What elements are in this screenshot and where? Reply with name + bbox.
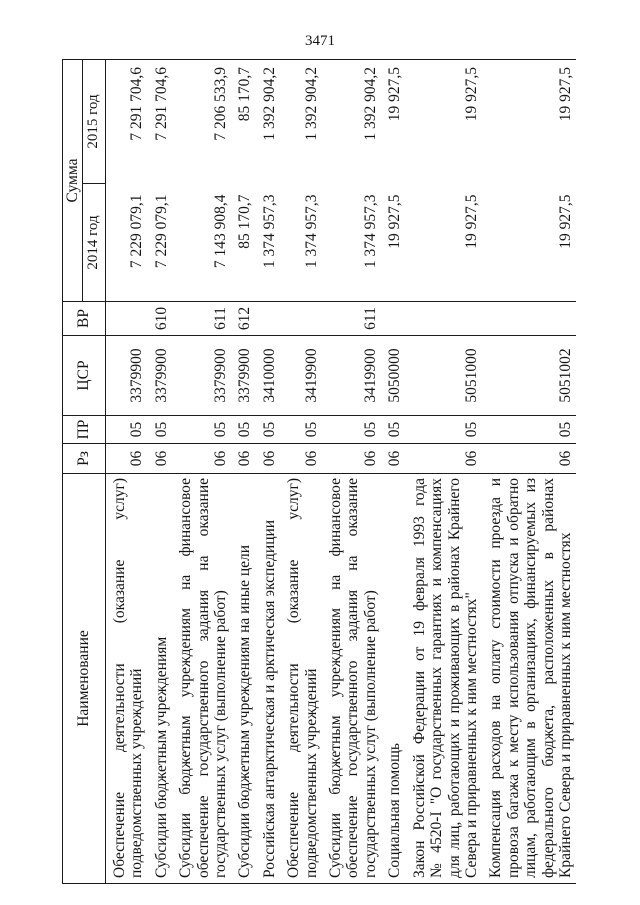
- row-name-line: Крайнего Севера и приравненных к ним местностях: [556, 532, 574, 878]
- sum-2015-cell: 1 392 904,2: [280, 59, 322, 183]
- vr-cell: [482, 302, 576, 336]
- csr-cell: 3379900: [106, 336, 148, 416]
- table-row: [256, 59, 280, 883]
- sum-2014-cell: 19 927,5: [482, 184, 576, 302]
- table-row: [148, 59, 172, 883]
- pr-cell: 05: [231, 416, 255, 444]
- table-row: [106, 59, 148, 883]
- row-name-line: Севера и приравненных к ним местностях": [462, 592, 480, 878]
- rz-cell: 06: [256, 444, 280, 474]
- row-name-line: для лиц, работающих и проживающих в районах Крайнего: [445, 478, 463, 878]
- pr-cell: 05: [322, 416, 381, 444]
- rz-cell: 06: [482, 444, 576, 474]
- rz-cell: 06: [280, 444, 322, 474]
- csr-cell: 3379900: [231, 336, 255, 416]
- sum-2015-cell: 19 927,5: [381, 59, 405, 183]
- table-row: [482, 59, 576, 883]
- row-name-line: государственных услуг (выполнение работ): [361, 590, 379, 878]
- sum-2015-cell: 19 927,5: [482, 59, 576, 183]
- table-row: [322, 59, 381, 883]
- table-row: [172, 59, 231, 883]
- header-year-2014: 2014 год: [83, 184, 106, 302]
- pr-cell: 05: [280, 416, 322, 444]
- row-name-line: обеспечение государственного задания на оказание: [194, 478, 212, 878]
- rz-cell: 06: [148, 444, 172, 474]
- sum-2015-cell: 19 927,5: [406, 59, 483, 183]
- row-name-line: Компенсация расходов на оплату стоимости проезда и: [487, 478, 505, 878]
- row-name-line: Российская антарктическая и арктическая экспедиции: [260, 519, 278, 878]
- row-name-cell: [148, 474, 172, 884]
- csr-cell: 3379900: [148, 336, 172, 416]
- csr-cell: 3419900: [322, 336, 381, 416]
- row-name-cell: [381, 474, 405, 884]
- sum-2014-cell: 1 374 957,3: [322, 184, 381, 302]
- row-name-line: Закон Российской Федерации от 19 февраля 1993 года: [410, 478, 428, 878]
- pr-cell: 05: [406, 416, 483, 444]
- rz-cell: 06: [172, 444, 231, 474]
- csr-cell: 5050000: [381, 336, 405, 416]
- page-number: 3471: [305, 33, 335, 49]
- vr-cell: [280, 302, 322, 336]
- sum-2014-cell: 7 229 079,1: [106, 184, 148, 302]
- sum-2014-cell: 1 374 957,3: [256, 184, 280, 302]
- vr-cell: 612: [231, 302, 255, 336]
- rotated-table-wrapper: [62, 60, 576, 884]
- row-name-cell: [256, 474, 280, 884]
- sum-2014-cell: 7 143 908,4: [172, 184, 231, 302]
- sum-2015-cell: 1 392 904,2: [256, 59, 280, 183]
- row-name-cell: [106, 474, 148, 884]
- row-name-cell: [231, 474, 255, 884]
- csr-cell: 3410000: [256, 336, 280, 416]
- row-name-line: государственных услуг (выполнение работ): [212, 590, 230, 878]
- sum-2015-cell: 7 291 704,6: [106, 59, 148, 183]
- row-name-line: провоза багажа к месту использования отпуска и обратно: [504, 478, 522, 878]
- sum-2015-cell: 1 392 904,2: [322, 59, 381, 183]
- rz-cell: 06: [106, 444, 148, 474]
- vr-cell: 610: [148, 302, 172, 336]
- row-name-line: Субсидии бюджетным учреждениям на финансовое: [177, 478, 195, 878]
- pr-cell: 05: [106, 416, 148, 444]
- row-name-line: подведомственных учреждений: [302, 668, 320, 878]
- sum-2014-cell: 19 927,5: [406, 184, 483, 302]
- sum-2014-cell: 1 374 957,3: [280, 184, 322, 302]
- row-name-line: № 4520-I "О государственных гарантиях и компенсациях: [428, 478, 446, 878]
- vr-cell: 611: [322, 302, 381, 336]
- rz-cell: 06: [381, 444, 405, 474]
- pr-cell: 05: [148, 416, 172, 444]
- sum-2014-cell: 7 229 079,1: [148, 184, 172, 302]
- header-pr: ПР: [63, 416, 106, 444]
- csr-cell: 5051000: [406, 336, 483, 416]
- pr-cell: 05: [381, 416, 405, 444]
- header-name: Наименование: [63, 474, 106, 884]
- rz-cell: 06: [406, 444, 483, 474]
- row-name-line: лицам, работающим в организациях, финансируемых из: [522, 478, 540, 878]
- table-row: [280, 59, 322, 883]
- header-row: [63, 59, 83, 883]
- table-row: [231, 59, 255, 883]
- pr-cell: 05: [482, 416, 576, 444]
- rz-cell: 06: [322, 444, 381, 474]
- row-name-cell: [406, 474, 483, 884]
- row-name-line: федерального бюджета, расположенных в районах: [539, 478, 557, 878]
- budget-table: [62, 59, 576, 884]
- pr-cell: 05: [172, 416, 231, 444]
- header-csr: ЦСР: [63, 336, 106, 416]
- csr-cell: 5051002: [482, 336, 576, 416]
- rz-cell: 06: [231, 444, 255, 474]
- csr-cell: 3419900: [280, 336, 322, 416]
- vr-cell: 611: [172, 302, 231, 336]
- header-sum: Сумма: [63, 59, 83, 301]
- sum-2015-cell: 7 291 704,6: [148, 59, 172, 183]
- row-name-cell: [280, 474, 322, 884]
- row-name-line: обеспечение государственного задания на оказание: [344, 478, 362, 878]
- vr-cell: [381, 302, 405, 336]
- row-name-line: Субсидии бюджетным учреждениям на иные цели: [236, 544, 254, 878]
- vr-cell: [406, 302, 483, 336]
- table-row: [381, 59, 405, 883]
- header-rz: Рз: [63, 444, 106, 474]
- sum-2015-cell: 7 206 533,9: [172, 59, 231, 183]
- vr-cell: [256, 302, 280, 336]
- row-name-line: Обеспечение деятельности (оказание услуг): [285, 478, 303, 878]
- row-name-line: подведомственных учреждений: [128, 668, 146, 878]
- row-name-cell: [482, 474, 576, 884]
- row-name-line: Обеспечение деятельности (оказание услуг): [111, 478, 128, 878]
- row-name-line: Социальная помощь: [386, 743, 404, 878]
- header-vr: ВР: [63, 302, 106, 336]
- row-name-line: Субсидии бюджетным учреждениям: [152, 636, 170, 878]
- sum-2014-cell: 85 170,7: [231, 184, 255, 302]
- pr-cell: 05: [256, 416, 280, 444]
- row-name-line: Субсидии бюджетным учреждениям на финансовое: [327, 478, 345, 878]
- header-year-2015: 2015 год: [83, 59, 106, 183]
- csr-cell: 3379900: [172, 336, 231, 416]
- sum-2015-cell: 85 170,7: [231, 59, 255, 183]
- sum-2014-cell: 19 927,5: [381, 184, 405, 302]
- row-name-cell: [172, 474, 231, 884]
- vr-cell: [106, 302, 148, 336]
- table-row: [406, 59, 483, 883]
- row-name-cell: [322, 474, 381, 884]
